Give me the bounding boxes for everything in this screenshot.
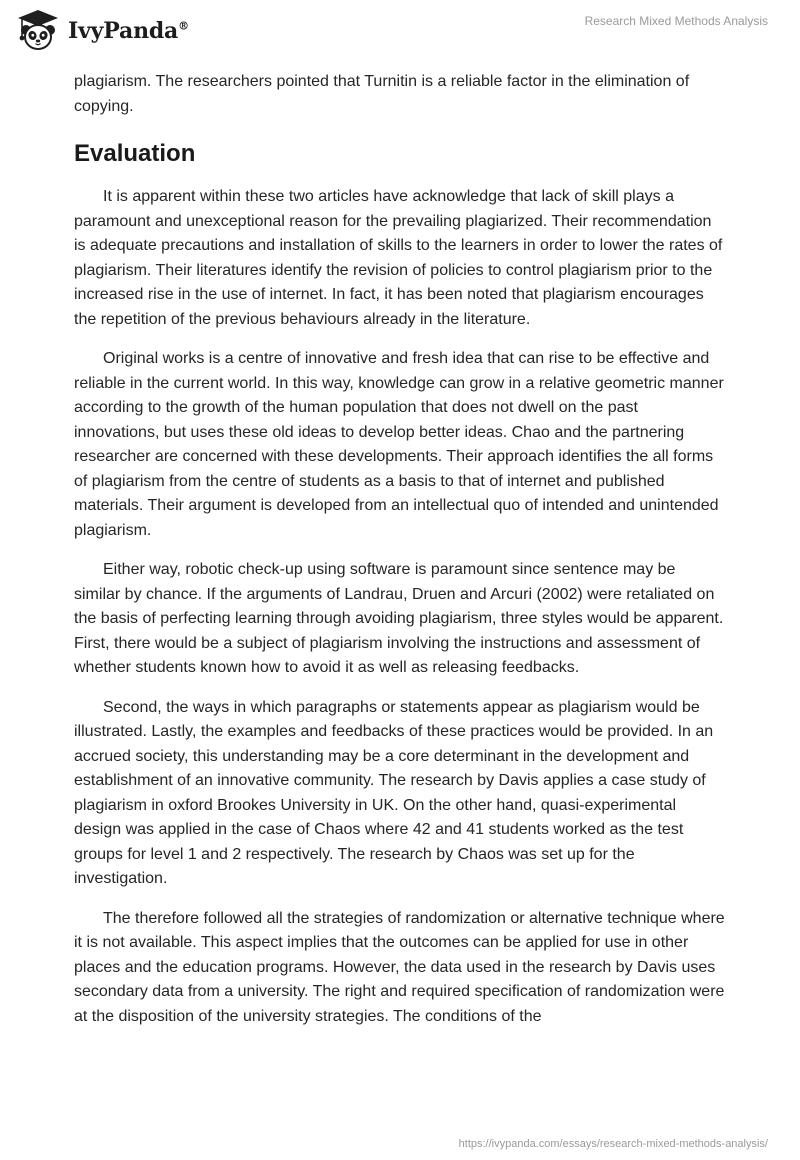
paragraph: Original works is a centre of innovative and fresh idea that can rise to be effective and reliable in the current world. In this way, knowledge can grow in a relative geometric manner according to the growth of the human population that does not dwell on the past innovations, but uses these old ideas to develop better ideas. Chao and the partnering researcher are concerned with these developments. Their approach identifies the all forms of plagiarism from the centre of students as a basis to that of internet and published materials. Their argument is developed from an intellectual quo of intended and unintended plagiarism. (74, 350, 724, 539)
page-header (0, 0, 800, 64)
logo-wordmark: IvyPanda® (68, 18, 189, 44)
intro-fragment: plagiarism. The researchers pointed that Turnitin is a reliable factor in the elimination of copying. (74, 73, 690, 115)
paragraph: Second, the ways in which paragraphs or statements appear as plagiarism would be illustrated. Lastly, the examples and feedbacks of these practices would be provided. In an accrued society, this understanding may be a core determinant in the development and establishment of an innovative community. The research by Davis applies a case study of plagiarism in oxford Brookes University in UK. On the other hand, quasi-experimental design was applied in the case of Chaos where 42 and 41 students worked as the test groups for level 1 and 2 respectively. The research by Chaos was set up for the investigation. (74, 698, 714, 887)
article-body (74, 70, 726, 1044)
document-title: Research Mixed Methods Analysis (584, 14, 768, 28)
panda-graduate-icon (14, 8, 62, 52)
paragraph: Either way, robotic check-up using software is paramount since sentence may be similar by chance. If the arguments of Landrau, Druen and Arcuri (2002) were retaliated on the basis of perfecting learning through avoiding plagiarism, three styles would be apparent. First, there would be a subject of plagiarism involving the instructions and assessment of whether students known how to avoid it as well as releasing feedbacks. (74, 561, 724, 676)
section-heading: Evaluation (74, 140, 196, 167)
source-url[interactable]: https://ivypanda.com/essays/research-mixed-methods-analysis/ (458, 1138, 768, 1150)
ivypanda-logo[interactable] (14, 8, 189, 52)
paragraph: It is apparent within these two articles have acknowledge that lack of skill plays a paramount and unexceptional reason for the prevailing plagiarized. Their recommendation is adequate precautions and installation of skills to the learners in order to lower the rates of plagiarism. Their literatures identify the revision of policies to control plagiarism prior to the increased rise in the use of internet. In fact, it has been noted that plagiarism encourages the repetition of the previous behaviours already in the literature. (74, 188, 723, 328)
paragraph: The therefore followed all the strategies of randomization or alternative technique where it is not available. This aspect implies that the outcomes can be applied for use in other places and the education programs. However, the data used in the research by Davis uses secondary data from a university. The right and required specification of randomization were at the disposition of the university strategies. The conditions of the (74, 909, 725, 1025)
